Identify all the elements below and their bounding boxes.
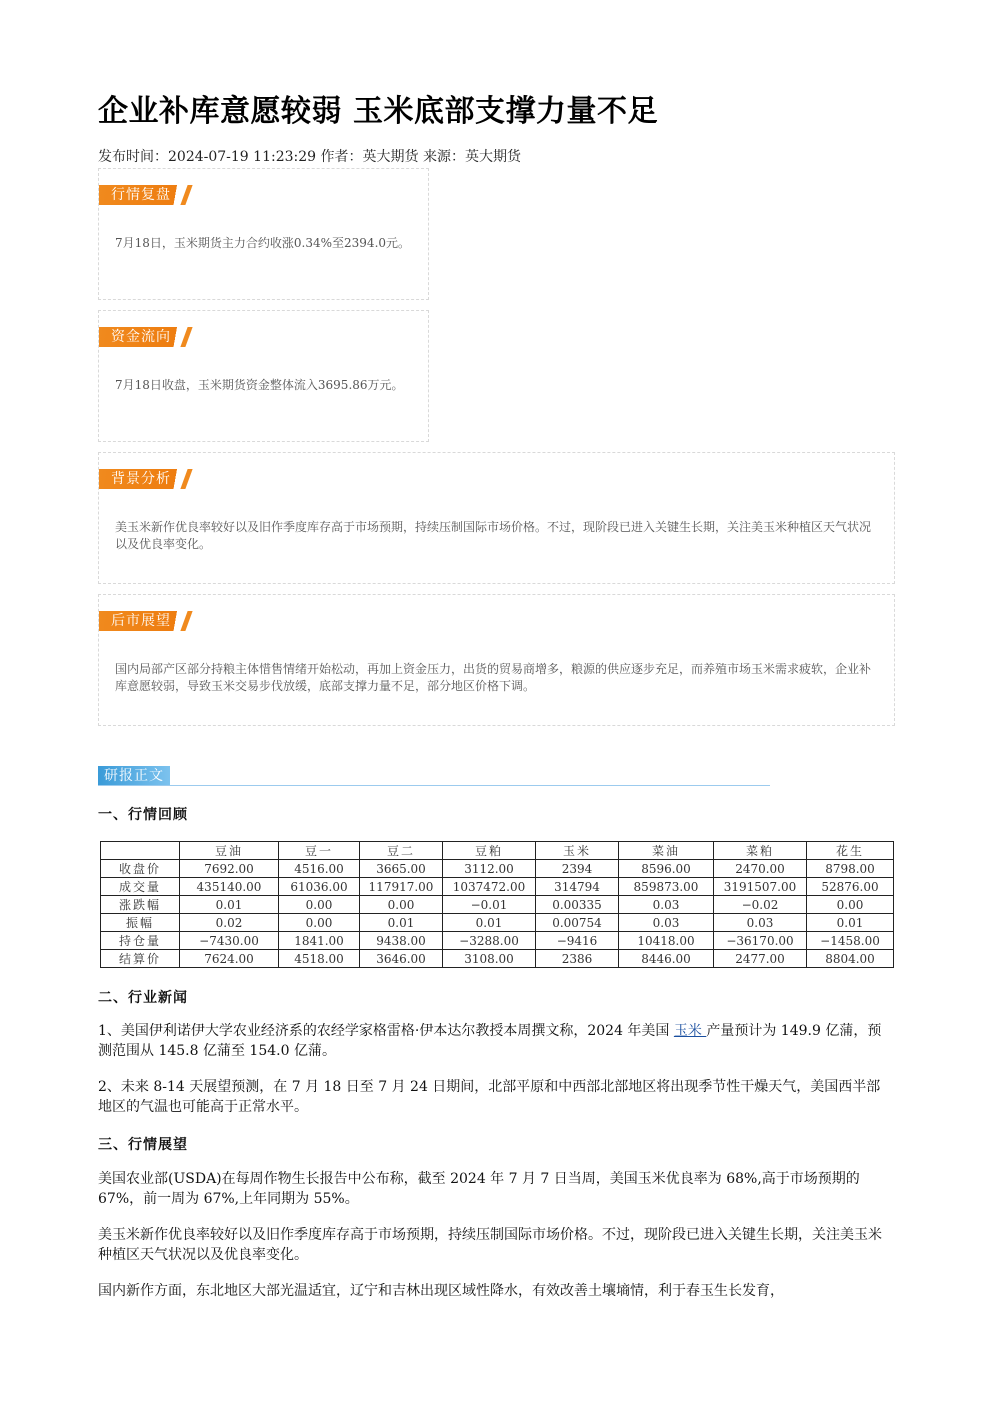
summary-box-market (98, 168, 429, 300)
outlook-paragraph-1: 美国农业部(USDA)在每周作物生长报告中公布称，截至 2024 年 7 月 7 日当周，美国玉米优良率为 68%,高于市场预期的 67%，前一周为 67%,上年同期为 55%。 (98, 1171, 860, 1207)
table-row-label: 结算价 (101, 950, 180, 968)
table-cell: 314794 (536, 878, 619, 896)
table-cell: 0.00 (279, 896, 360, 914)
table-cell: 0.03 (714, 914, 807, 932)
table-cell: 4516.00 (279, 860, 360, 878)
news-item-1 (98, 1021, 888, 1061)
table-header-cell: 豆油 (180, 842, 279, 860)
table-cell: −3288.00 (443, 932, 536, 950)
table-cell: 0.01 (360, 914, 443, 932)
table-cell: 2386 (536, 950, 619, 968)
tag-market-review: 行情复盘 (99, 185, 193, 205)
table-cell: 0.00754 (536, 914, 619, 932)
outlook-paragraph-2: 美玉米新作优良率较好以及旧作季度库存高于市场预期，持续压制国际市场价格。不过，现阶段已进入关键生长期，关注美玉米种植区天气状况以及优良率变化。 (98, 1227, 882, 1263)
table-cell: 435140.00 (180, 878, 279, 896)
tag-outlook: 后市展望 (99, 611, 193, 631)
table-cell: 859873.00 (619, 878, 714, 896)
table-row (101, 860, 894, 878)
table-cell: 61036.00 (279, 878, 360, 896)
table-cell: 0.00 (360, 896, 443, 914)
outlook-paragraph-3: 国内新作方面，东北地区大部光温适宜，辽宁和吉林出现区域性降水，有效改善土壤墒情，利于春玉生长发育， (98, 1283, 784, 1299)
table-header-cell: 玉米 (536, 842, 619, 860)
report-divider (98, 785, 770, 786)
table-row (101, 896, 894, 914)
table-cell: 0.01 (180, 896, 279, 914)
section-heading-news: 二、行业新闻 (98, 990, 188, 1006)
table-cell: 3112.00 (443, 860, 536, 878)
table-header-row (101, 842, 894, 860)
table-row-label: 收盘价 (101, 860, 180, 878)
table-cell: 1037472.00 (443, 878, 536, 896)
table-cell: 10418.00 (619, 932, 714, 950)
summary-box-outlook (98, 594, 895, 726)
section-heading-review: 一、行情回顾 (98, 807, 188, 823)
report-body-label: 研报正文 (98, 766, 170, 786)
table-cell: −0.02 (714, 896, 807, 914)
summary-box-fund (98, 310, 429, 442)
table-cell: 0.00 (807, 896, 894, 914)
box-text-fund-flow: 7月18日收盘，玉米期货资金整体流入3695.86万元。 (115, 378, 404, 392)
table-cell: −9416 (536, 932, 619, 950)
table-cell: 52876.00 (807, 878, 894, 896)
box-text-background: 美玉米新作优良率较好以及旧作季度库存高于市场预期，持续压制国际市场价格。不过，现阶段已进入关键生长期，关注美玉米种植区天气状况以及优良率变化。 (115, 520, 872, 551)
table-cell: 0.00 (279, 914, 360, 932)
table-cell: 2477.00 (714, 950, 807, 968)
table-header-cell: 豆二 (360, 842, 443, 860)
table-header-cell: 菜粕 (714, 842, 807, 860)
table-cell: 2394 (536, 860, 619, 878)
table-cell: 4518.00 (279, 950, 360, 968)
table-cell: 7624.00 (180, 950, 279, 968)
summary-box-background (98, 452, 895, 584)
table-header-cell: 花生 (807, 842, 894, 860)
table-header-cell: 菜油 (619, 842, 714, 860)
table-cell: 3108.00 (443, 950, 536, 968)
market-data-table (100, 841, 894, 968)
table-cell: 0.02 (180, 914, 279, 932)
table-header-cell (101, 842, 180, 860)
corn-link[interactable]: 玉米 (673, 1023, 707, 1039)
news-1-text-end: 产量预计为 149.9 亿蒲，预测范围从 145.8 亿蒲至 154.0 亿蒲。 (98, 1023, 882, 1059)
table-row-label: 持仓量 (101, 932, 180, 950)
table-cell: 117917.00 (360, 878, 443, 896)
table-cell: 7692.00 (180, 860, 279, 878)
table-cell: 8798.00 (807, 860, 894, 878)
table-cell: 3191507.00 (714, 878, 807, 896)
table-cell: −0.01 (443, 896, 536, 914)
tag-fund-flow: 资金流向 (99, 327, 193, 347)
table-cell: 8596.00 (619, 860, 714, 878)
table-row (101, 932, 894, 950)
table-cell: 2470.00 (714, 860, 807, 878)
table-row (101, 950, 894, 968)
article-title: 企业补库意愿较弱 玉米底部支撑力量不足 (98, 94, 658, 129)
tag-background: 背景分析 (99, 469, 193, 489)
table-cell: −36170.00 (714, 932, 807, 950)
table-cell: 0.03 (619, 914, 714, 932)
table-cell: 3646.00 (360, 950, 443, 968)
table-header-cell: 豆粕 (443, 842, 536, 860)
table-cell: −1458.00 (807, 932, 894, 950)
table-row (101, 878, 894, 896)
table-cell: 0.01 (807, 914, 894, 932)
table-cell: 8446.00 (619, 950, 714, 968)
table-row-label: 振幅 (101, 914, 180, 932)
table-cell: −7430.00 (180, 932, 279, 950)
article-meta: 发布时间：2024-07-19 11:23:29 作者：英大期货 来源：英大期货 (98, 149, 521, 165)
news-1-text-start: 1、美国伊利诺伊大学农业经济系的农经学家格雷格·伊本达尔教授本周撰文称，2024 年美国 (98, 1023, 674, 1039)
table-header-cell: 豆一 (279, 842, 360, 860)
table-cell: 1841.00 (279, 932, 360, 950)
box-text-market-review: 7月18日，玉米期货主力合约收涨0.34%至2394.0元。 (115, 236, 411, 250)
table-row (101, 914, 894, 932)
table-cell: 0.00335 (536, 896, 619, 914)
table-cell: 3665.00 (360, 860, 443, 878)
table-cell: 0.01 (443, 914, 536, 932)
section-heading-outlook: 三、行情展望 (98, 1137, 188, 1153)
table-cell: 8804.00 (807, 950, 894, 968)
table-row-label: 成交量 (101, 878, 180, 896)
table-cell: 0.03 (619, 896, 714, 914)
table-cell: 9438.00 (360, 932, 443, 950)
table-row-label: 涨跌幅 (101, 896, 180, 914)
news-item-2: 2、未来 8-14 天展望预测，在 7 月 18 日至 7 月 24 日期间，北部平原和中西部北部地区将出现季节性干燥天气，美国西半部地区的气温也可能高于正常水平。 (98, 1079, 881, 1115)
box-text-outlook: 国内局部产区部分持粮主体惜售情绪开始松动，再加上资金压力，出货的贸易商增多，粮源的供应逐步充足，而养殖市场玉米需求疲软，企业补库意愿较弱，导致玉米交易步伐放缓，底部支撑力量不足，部分地区价格下调。 (115, 662, 872, 693)
